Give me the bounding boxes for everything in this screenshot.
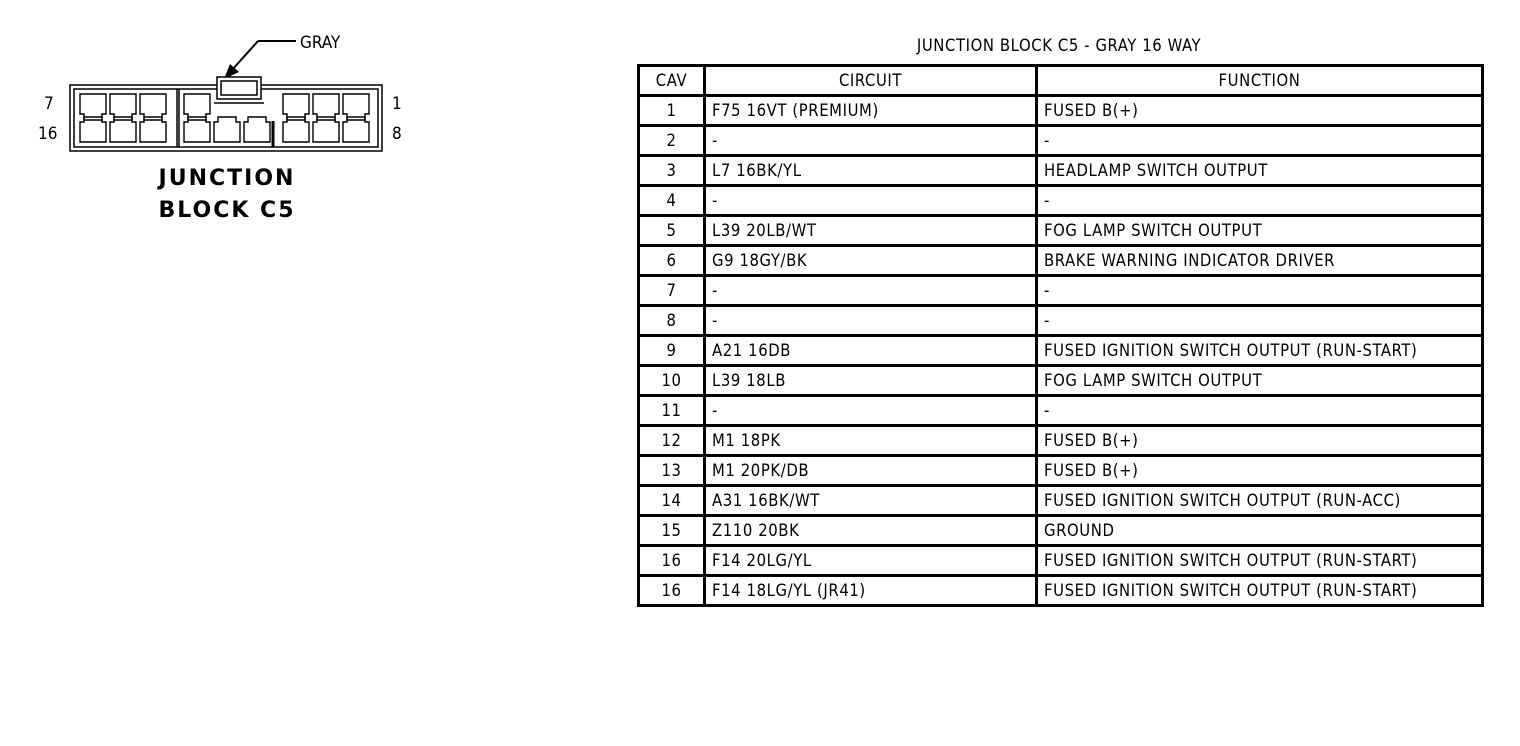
pin-number-bottom-right: 8: [392, 124, 402, 144]
cav-cell: 7: [639, 276, 705, 306]
circuit-cell: L39 20LB/WT: [705, 216, 1037, 246]
circuit-cell: F75 16VT (PREMIUM): [705, 96, 1037, 126]
pin-number-bottom-left: 16: [38, 124, 58, 144]
function-cell: FUSED B(+): [1037, 96, 1483, 126]
cav-cell: 10: [639, 366, 705, 396]
pin-number-top-left: 7: [44, 94, 54, 114]
table-row: [639, 546, 1483, 576]
circuit-cell: L7 16BK/YL: [705, 156, 1037, 186]
function-cell: GROUND: [1037, 516, 1483, 546]
circuit-cell: F14 18LG/YL (JR41): [705, 576, 1037, 606]
cav-cell: 1: [639, 96, 705, 126]
table-title: JUNCTION BLOCK C5 - GRAY 16 WAY: [916, 36, 1202, 55]
connector-title-line1: JUNCTION: [158, 166, 296, 191]
table-body: [639, 96, 1483, 606]
circuit-cell: M1 20PK/DB: [705, 456, 1037, 486]
table-row: [639, 246, 1483, 276]
connector-lock-tab: [214, 77, 264, 103]
cav-cell: 9: [639, 336, 705, 366]
cav-cell: 5: [639, 216, 705, 246]
function-cell: FUSED B(+): [1037, 426, 1483, 456]
function-cell: -: [1037, 396, 1483, 426]
cav-cell: 11: [639, 396, 705, 426]
table-row: [639, 306, 1483, 336]
cav-cell: 14: [639, 486, 705, 516]
table-row: [639, 456, 1483, 486]
circuit-cell: F14 20LG/YL: [705, 546, 1037, 576]
circuit-cell: A31 16BK/WT: [705, 486, 1037, 516]
function-cell: FOG LAMP SWITCH OUTPUT: [1037, 366, 1483, 396]
cav-cell: 12: [639, 426, 705, 456]
function-cell: -: [1037, 126, 1483, 156]
circuit-cell: -: [705, 126, 1037, 156]
header-cav: CAV: [639, 66, 705, 96]
connector-title-line2: BLOCK C5: [158, 198, 296, 223]
table-row: [639, 186, 1483, 216]
header-circuit: CIRCUIT: [705, 66, 1037, 96]
table-row: [639, 396, 1483, 426]
connector-cavities-bottom-row: [80, 117, 369, 142]
table-row: [639, 126, 1483, 156]
function-cell: FUSED B(+): [1037, 456, 1483, 486]
function-cell: -: [1037, 276, 1483, 306]
cav-cell: 4: [639, 186, 705, 216]
circuit-cell: -: [705, 306, 1037, 336]
table-header-row: [639, 66, 1483, 96]
function-cell: FUSED IGNITION SWITCH OUTPUT (RUN-ACC): [1037, 486, 1483, 516]
connector-diagram: [0, 0, 600, 240]
cav-cell: 13: [639, 456, 705, 486]
pin-assignment-table: [637, 64, 1484, 607]
cav-cell: 8: [639, 306, 705, 336]
circuit-cell: A21 16DB: [705, 336, 1037, 366]
cav-cell: 2: [639, 126, 705, 156]
table-row: [639, 156, 1483, 186]
table-row: [639, 366, 1483, 396]
circuit-cell: M1 18PK: [705, 426, 1037, 456]
circuit-cell: -: [705, 396, 1037, 426]
function-cell: -: [1037, 186, 1483, 216]
table-row: [639, 96, 1483, 126]
table-row: [639, 576, 1483, 606]
cav-cell: 15: [639, 516, 705, 546]
cav-cell: 16: [639, 576, 705, 606]
circuit-cell: Z110 20BK: [705, 516, 1037, 546]
function-cell: -: [1037, 306, 1483, 336]
cav-cell: 3: [639, 156, 705, 186]
circuit-cell: G9 18GY/BK: [705, 246, 1037, 276]
circuit-cell: -: [705, 276, 1037, 306]
table-row: [639, 486, 1483, 516]
table-row: [639, 336, 1483, 366]
function-cell: FUSED IGNITION SWITCH OUTPUT (RUN-START): [1037, 546, 1483, 576]
function-cell: BRAKE WARNING INDICATOR DRIVER: [1037, 246, 1483, 276]
table-row: [639, 426, 1483, 456]
function-cell: FUSED IGNITION SWITCH OUTPUT (RUN-START): [1037, 336, 1483, 366]
circuit-cell: -: [705, 186, 1037, 216]
pin-number-top-right: 1: [392, 94, 402, 114]
function-cell: HEADLAMP SWITCH OUTPUT: [1037, 156, 1483, 186]
header-function: FUNCTION: [1037, 66, 1483, 96]
table-row: [639, 276, 1483, 306]
function-cell: FUSED IGNITION SWITCH OUTPUT (RUN-START): [1037, 576, 1483, 606]
circuit-cell: L39 18LB: [705, 366, 1037, 396]
table-row: [639, 216, 1483, 246]
cav-cell: 6: [639, 246, 705, 276]
function-cell: FOG LAMP SWITCH OUTPUT: [1037, 216, 1483, 246]
color-leader-arrow: [224, 41, 296, 79]
cav-cell: 16: [639, 546, 705, 576]
table-row: [639, 516, 1483, 546]
connector-color-label: GRAY: [300, 33, 341, 53]
